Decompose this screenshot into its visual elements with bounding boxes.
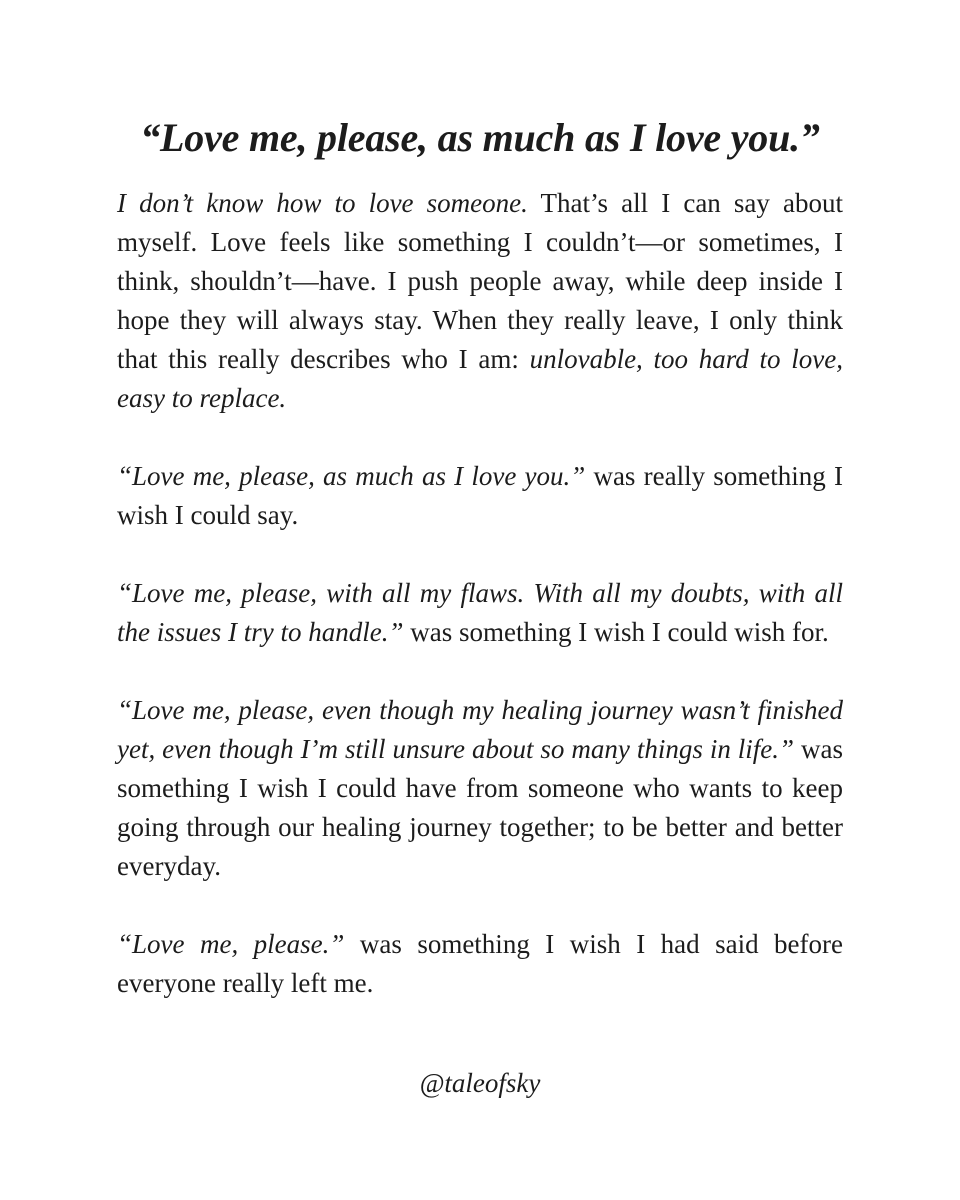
page-title: “Love me, please, as much as I love you.” bbox=[140, 115, 820, 160]
paragraph-2-part-1: “Love me, please, as much as I love you.” bbox=[117, 461, 586, 491]
paragraph-3 bbox=[117, 574, 843, 652]
paragraph-4-part-1: “Love me, please, even though my healing journey wasn’t finished yet, even though I’m still unsure about so many things in life.” bbox=[117, 695, 843, 764]
paragraph-3-part-1: “Love me, please, with all my flaws. With all my doubts, with all the issues I try to handle.” bbox=[117, 578, 843, 647]
paragraph-5-part-2: was something I wish I had said before everyone really left me. bbox=[117, 929, 843, 998]
paragraph-4 bbox=[117, 691, 843, 886]
author-handle: @taleofsky bbox=[419, 1068, 541, 1098]
paragraph-1 bbox=[117, 184, 843, 418]
paragraph-1-part-3: unlovable, too hard to love, easy to replace. bbox=[117, 344, 843, 413]
paragraph-3-part-2: was something I wish I could wish for. bbox=[403, 617, 829, 647]
paragraph-5 bbox=[117, 925, 843, 1003]
paragraph-5-part-1: “Love me, please.” bbox=[117, 929, 345, 959]
paragraph-2-part-2: was really something I wish I could say. bbox=[117, 461, 843, 530]
paragraph-1-part-1: I don’t know how to love someone. bbox=[117, 188, 528, 218]
body-text bbox=[117, 184, 843, 1042]
paragraph-1-part-2: That’s all I can say about myself. Love feels like something I couldn’t—or sometimes, I think, shouldn’t—have. I push people away, while deep inside I hope they will always stay. When they really leave, I only think that this really describes who I am: bbox=[117, 188, 844, 374]
paragraph-4-part-2: was something I wish I could have from someone who wants to keep going through our healing journey together; to be better and better everyday. bbox=[117, 734, 844, 881]
paragraph-2 bbox=[117, 457, 843, 535]
